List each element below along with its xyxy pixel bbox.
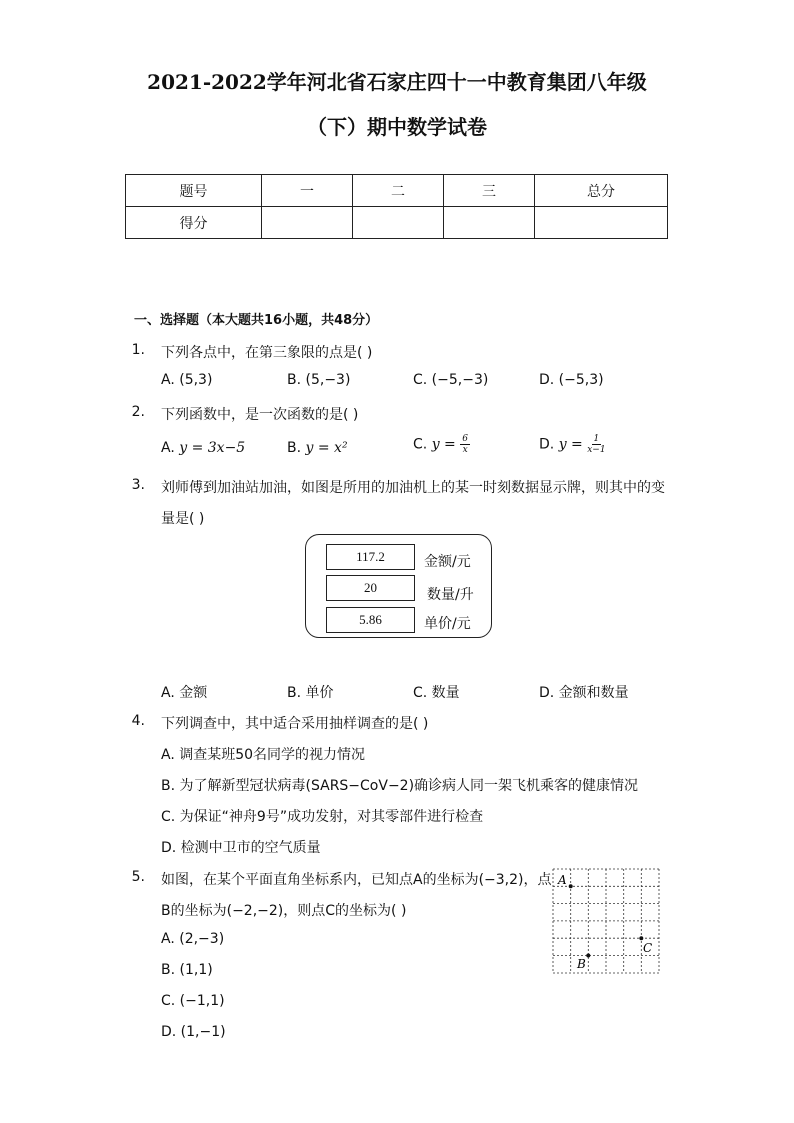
question-stem-line1: 刘师傅到加油站加油，如图是所用的加油机上的某一时刻数据显示牌，则其中的变 bbox=[161, 480, 665, 496]
option-letter: A. bbox=[161, 440, 175, 456]
option-letter: B. bbox=[287, 440, 302, 456]
quantity-label: 数量/升 bbox=[427, 587, 474, 603]
option-expression: y = x² bbox=[305, 440, 348, 456]
question-number: 5. bbox=[131, 869, 145, 885]
option-b[interactable]: B. 单价 bbox=[287, 685, 334, 701]
question-stem: 下列各点中，在第三象限的点是( ) bbox=[161, 345, 373, 361]
page-title-line2: （下）期中数学试卷 bbox=[307, 115, 487, 139]
fraction-denominator: x−1 bbox=[587, 445, 606, 455]
page-title-line1: 2021-2022学年河北省石家庄四十一中教育集团八年级 bbox=[147, 70, 647, 94]
option-d[interactable]: D. (1,−1) bbox=[161, 1024, 226, 1040]
score-header-cell: 一 bbox=[262, 175, 353, 207]
option-a[interactable]: A. 调查某班50名同学的视力情况 bbox=[161, 747, 366, 763]
price-value-box: 5.86 bbox=[326, 607, 415, 633]
option-letter: D. bbox=[539, 436, 555, 453]
option-c[interactable]: C. (−1,1) bbox=[161, 993, 225, 1009]
score-table bbox=[125, 174, 668, 239]
option-d[interactable]: D. (−5,3) bbox=[539, 372, 604, 388]
score-cell[interactable] bbox=[535, 207, 668, 239]
point-c-label: C bbox=[643, 941, 653, 955]
question-stem-line2: 量是( ) bbox=[161, 511, 205, 527]
option-d[interactable]: D. 金额和数量 bbox=[539, 685, 629, 701]
score-header-cell: 三 bbox=[444, 175, 535, 207]
option-a[interactable]: A. (2,−3) bbox=[161, 931, 225, 947]
question-stem: 下列调查中，其中适合采用抽样调查的是( ) bbox=[161, 716, 429, 732]
score-row-label: 得分 bbox=[126, 207, 262, 239]
amount-value-box: 117.2 bbox=[326, 544, 415, 570]
point-b-marker bbox=[586, 954, 590, 958]
option-b[interactable]: B. (1,1) bbox=[161, 962, 213, 978]
option-c[interactable]: C. 为保证“神舟9号”成功发射，对其零部件进行检查 bbox=[161, 809, 484, 825]
question-number: 3. bbox=[131, 477, 145, 493]
point-b-label: B bbox=[577, 957, 586, 971]
question-number: 1. bbox=[131, 342, 145, 358]
score-cell[interactable] bbox=[444, 207, 535, 239]
option-a[interactable] bbox=[161, 440, 245, 456]
option-b[interactable]: B. 为了解新型冠状病毒(SARS−CoV−2)确诊病人同一架飞机乘客的健康情况 bbox=[161, 778, 639, 794]
score-header-cell: 二 bbox=[353, 175, 444, 207]
point-c-marker bbox=[639, 936, 643, 940]
fraction bbox=[460, 434, 470, 455]
score-cell[interactable] bbox=[353, 207, 444, 239]
point-a-label: A bbox=[558, 873, 567, 887]
price-label: 单价/元 bbox=[424, 616, 471, 632]
point-a-marker bbox=[569, 884, 573, 888]
option-b[interactable] bbox=[287, 440, 348, 456]
option-expression-lhs: y = bbox=[558, 436, 583, 453]
fraction bbox=[587, 434, 605, 455]
fraction-numerator: 1 bbox=[593, 434, 600, 444]
section-heading: 一、选择题（本大题共16小题，共48分） bbox=[134, 313, 379, 328]
option-a[interactable]: A. 金额 bbox=[161, 685, 208, 701]
score-cell[interactable] bbox=[262, 207, 353, 239]
quantity-value-box: 20 bbox=[326, 575, 415, 601]
question-stem-line1: 如图，在某个平面直角坐标系内，已知点A的坐标为(−3,2)，点 bbox=[161, 872, 552, 888]
question-number: 4. bbox=[131, 713, 145, 729]
option-letter: C. bbox=[413, 436, 428, 453]
score-table-header-row bbox=[126, 175, 668, 207]
score-header-cell: 总分 bbox=[535, 175, 668, 207]
fuel-pump-display bbox=[305, 534, 492, 638]
option-b[interactable]: B. (5,−3) bbox=[287, 372, 351, 388]
option-a[interactable]: A. (5,3) bbox=[161, 372, 213, 388]
question-number: 2. bbox=[131, 404, 145, 420]
option-d[interactable]: D. 检测中卫市的空气质量 bbox=[161, 840, 321, 856]
grid-lines bbox=[553, 869, 659, 973]
option-expression: y = 3x−5 bbox=[179, 440, 246, 456]
score-header-cell: 题号 bbox=[126, 175, 262, 207]
fraction-denominator: x bbox=[462, 445, 468, 455]
amount-label: 金额/元 bbox=[424, 554, 471, 570]
option-c[interactable] bbox=[413, 434, 470, 455]
option-expression-lhs: y = bbox=[431, 436, 456, 453]
coordinate-grid-figure bbox=[552, 868, 660, 974]
option-c[interactable]: C. (−5,−3) bbox=[413, 372, 489, 388]
question-stem-line2: B的坐标为(−2,−2)，则点C的坐标为( ) bbox=[161, 903, 407, 919]
question-stem: 下列函数中，是一次函数的是( ) bbox=[161, 407, 359, 423]
option-d[interactable] bbox=[539, 434, 606, 455]
option-c[interactable]: C. 数量 bbox=[413, 685, 460, 701]
score-table-row bbox=[126, 207, 668, 239]
fraction-numerator: 6 bbox=[462, 434, 468, 444]
